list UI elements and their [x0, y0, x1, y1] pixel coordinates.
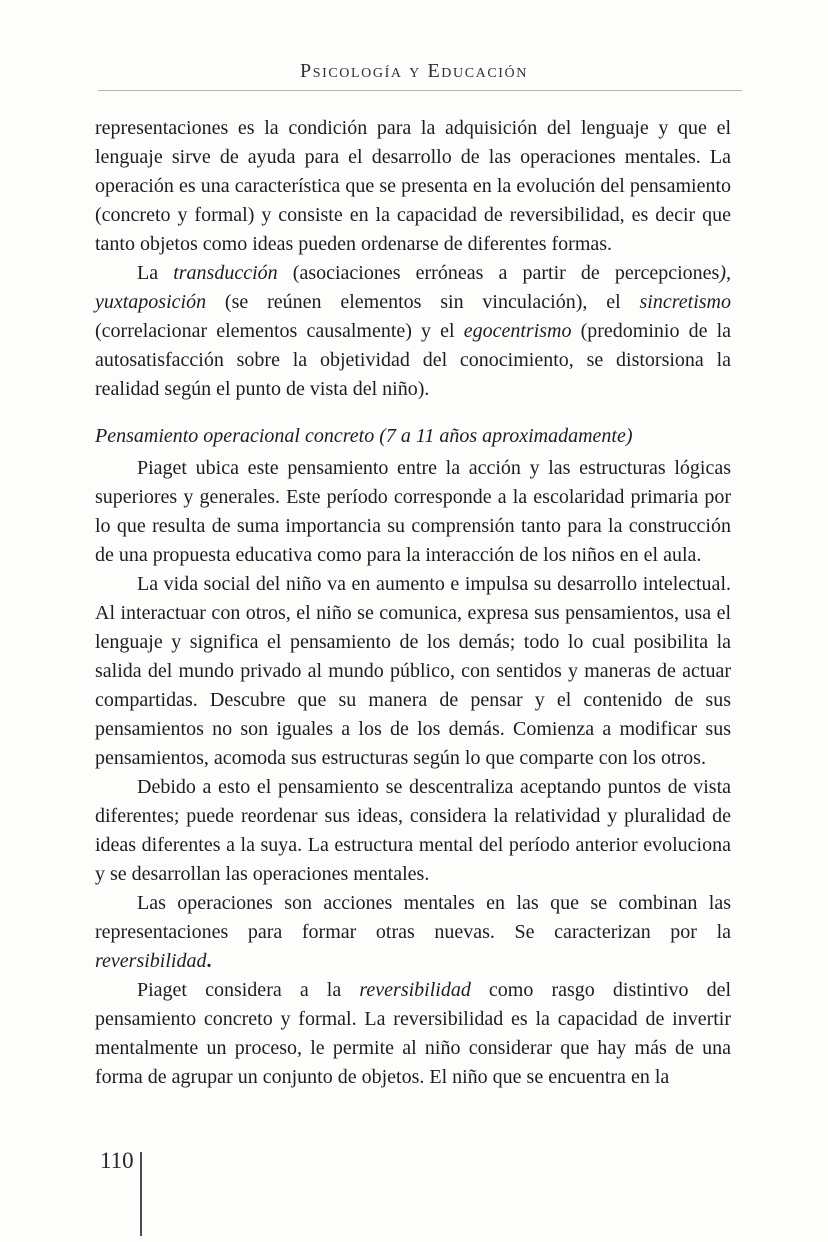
text-segment: (correlacionar elementos causalmente) y el [95, 320, 464, 342]
paragraph [95, 570, 731, 773]
text-segment: (se reúnen elementos sin vinculación), el [206, 291, 640, 313]
section-heading [95, 422, 731, 451]
paragraph [95, 889, 731, 976]
paragraph [95, 259, 731, 404]
page-number: 110 [100, 1148, 134, 1173]
text-segment: (asociaciones erróneas a partir de percepciones [277, 262, 720, 284]
text-segment: Piaget ubica este pensamiento entre la acción y las estructuras lógicas superiores y generales. Este período corresponde a la escolaridad primaria por lo que resulta de suma importancia su comprensión tanto para la construcción de una propuesta educativa como para la interacción de los niños en el aula. [95, 457, 731, 566]
text-segment: yuxtaposición [95, 291, 207, 313]
text-segment: La [137, 262, 174, 284]
text-segment: reversibilidad [359, 979, 471, 1001]
page-body [95, 114, 731, 1092]
text-segment: Debido a esto el pensamiento se descentraliza aceptando puntos de vista diferentes; puede reordenar sus ideas, considera la relatividad y pluralidad de ideas diferentes a la suya. La estructura mental del período anterior evoluciona y se desarrollan las operaciones mentales. [95, 776, 731, 885]
text-segment: La vida social del niño va en aumento e impulsa su desarrollo intelectual. Al interactuar con otros, el niño se comunica, expresa sus pensamientos, usa el lenguaje y significa el pensamiento de los demás; todo lo cual posibilita la salida del mundo privado al mundo público, con sentidos y maneras de actuar compartidas. Descubre que su manera de pensar y el contenido de sus pensamientos no son iguales a los de los demás. Comienza a modificar sus pensamientos, acomoda sus estructuras según lo que comparte con los otros. [95, 573, 731, 769]
text-segment: (predominio de la autosatisfacción sobre la objetividad del conocimiento, se distorsiona la realidad según el punto de vista del niño). [95, 320, 731, 400]
text-segment: ), [719, 262, 731, 284]
footer-vertical-rule [140, 1152, 142, 1236]
paragraph [95, 773, 731, 889]
header-rule [98, 90, 742, 91]
paragraph [95, 114, 731, 259]
text-segment: egocentrismo [463, 320, 572, 342]
text-segment: como rasgo distintivo del pensamiento concreto y formal. La reversibilidad es la capacidad de invertir mentalmente un proceso, le permite al niño considerar que hay más de una forma de agrupar un conjunto de objetos. El niño que se encuentra en la [95, 979, 731, 1088]
running-title: Psicología y Educación [300, 60, 528, 82]
text-segment: sincretismo [639, 291, 731, 313]
text-segment: reversibilidad [95, 950, 207, 972]
text-segment: representaciones es la condición para la adquisición del lenguaje y que el lenguaje sirve de ayuda para el desarrollo de las operaciones mentales. La operación es una característica que se presenta en la evolución del pensamiento (concreto y formal) y consiste en la capacidad de reversibilidad, es decir que tanto objetos como ideas pueden ordenarse de diferentes formas. [95, 117, 731, 255]
text-segment: Piaget considera a la [137, 979, 360, 1001]
text-segment: . [206, 950, 212, 972]
text-segment: Pensamiento operacional concreto (7 a 11 años aproximadamente) [95, 425, 633, 447]
paragraph [95, 454, 731, 570]
text-segment: Las operaciones son acciones mentales en las que se combinan las representaciones para formar otras nuevas. Se caracterizan por la [95, 892, 731, 943]
paragraph [95, 976, 731, 1092]
text-segment: transducción [173, 262, 278, 284]
